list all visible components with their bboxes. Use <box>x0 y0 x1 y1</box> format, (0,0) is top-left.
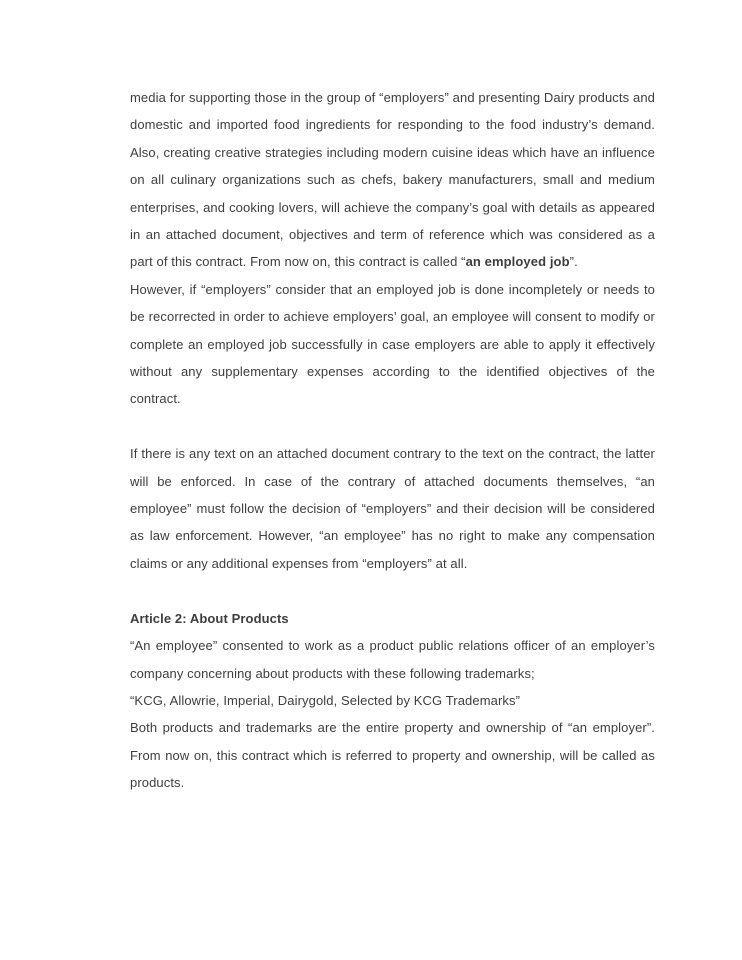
bold-text-run: an employed job <box>465 254 570 270</box>
blank-line <box>130 413 655 440</box>
blank-line <box>130 577 655 604</box>
text-run: “KCG, Allowrie, Imperial, Dairygold, Selected by KCG Trademarks” <box>130 692 521 708</box>
bold-text-run: Article 2: About Products <box>130 610 289 626</box>
text-run: If there is any text on an attached document contrary to the text on the contract, the latter will be enforced. In case of the contrary of attached documents themselves, “an employee” must follow the decision of “employers” and their decision will be considered as law enforcement. However, “an employee” has no right to make any compensation claims or any additional expenses from “employers” at all. <box>130 446 655 571</box>
document-body <box>130 84 655 797</box>
paragraph <box>130 276 655 413</box>
text-run: However, if “employers” consider that an employed job is done incompletely or needs to be recorrected in order to achieve employers’ goal, an employee will consent to modify or complete an employed job successfully in case employers are able to apply it effectively without any supplementary expenses according to the identified objectives of the contract. <box>130 281 655 407</box>
text-run: ”. <box>569 254 578 270</box>
paragraph <box>130 632 655 687</box>
section-heading <box>130 605 655 632</box>
text-run: media for supporting those in the group of “employers” and presenting Dairy products and domestic and imported food ingredients for responding to the food industry’s demand. Also, creating creative strategies including modern cuisine ideas which have an influence on all culinary organizations such as chefs, bakery manufacturers, small and medium enterprises, and cooking lovers, will achieve the company’s goal with details as appeared in an attached document, objectives and term of reference which was considered as a part of this contract. From now on, this contract is called “ <box>130 90 655 270</box>
text-run: “An employee” consented to work as a product public relations officer of an employer’s company concerning about products with these following trademarks; <box>130 638 655 681</box>
paragraph <box>130 714 655 796</box>
paragraph <box>130 440 655 577</box>
text-run: Both products and trademarks are the entire property and ownership of “an employer”. From now on, this contract which is referred to property and ownership, will be called as products. <box>130 720 655 791</box>
paragraph <box>130 687 655 714</box>
paragraph <box>130 84 655 276</box>
